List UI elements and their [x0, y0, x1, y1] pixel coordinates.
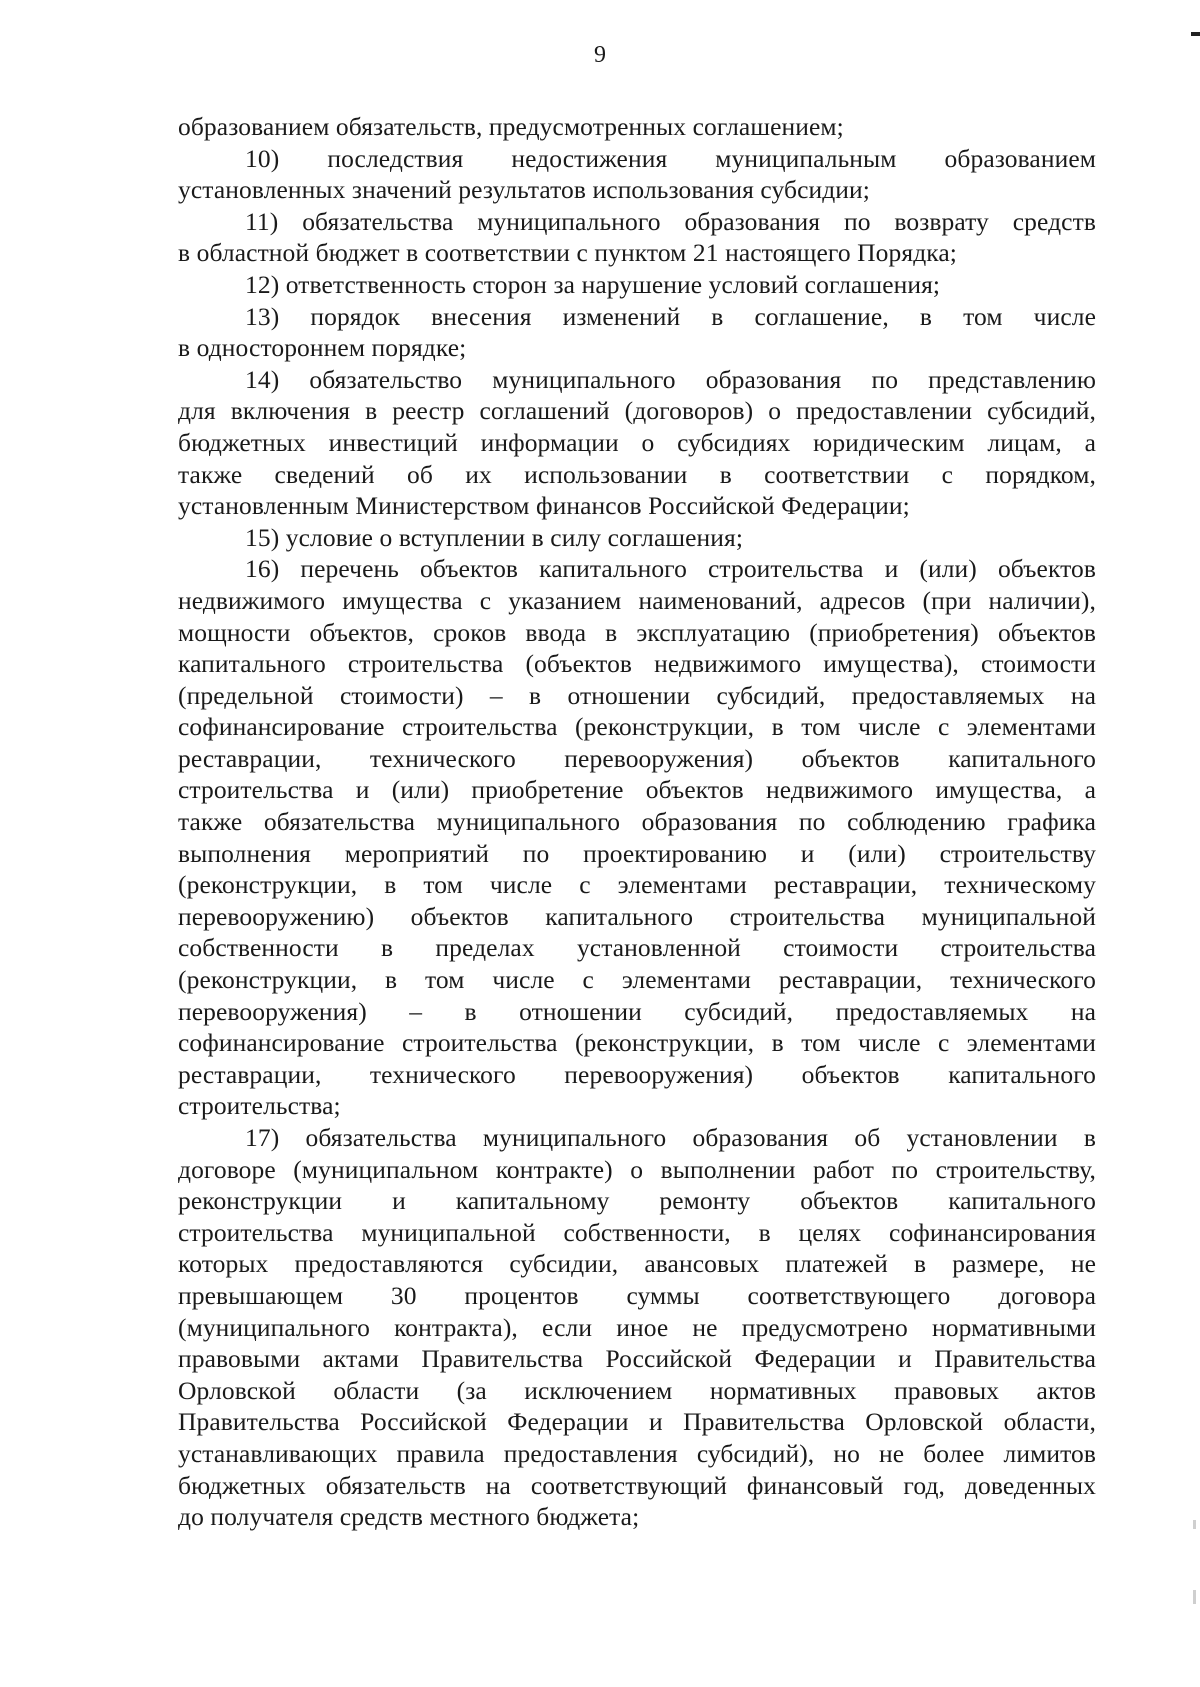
- text-line: собственности в пределах установленной стоимости строительства: [178, 933, 1096, 963]
- text-line: 11) обязательства муниципального образования по возврату средств: [245, 206, 1096, 236]
- page-number: 9: [594, 42, 606, 68]
- text-line: правовыми актами Правительства Российской Федерации и Правительства: [178, 1344, 1096, 1374]
- text-line: мощности объектов, сроков ввода в эксплуатацию (приобретения) объектов: [178, 617, 1096, 647]
- text-line: до получателя средств местного бюджета;: [178, 1502, 640, 1532]
- text-line: в областной бюджет в соответствии с пунктом 21 настоящего Порядка;: [178, 238, 957, 268]
- text-line: строительства и (или) приобретение объектов недвижимого имущества, а: [178, 775, 1096, 805]
- text-line: перевооружению) объектов капитального строительства муниципальной: [178, 901, 1096, 931]
- text-line: превышающем 30 процентов суммы соответствующего договора: [178, 1280, 1096, 1310]
- text-line: 16) перечень объектов капитального строительства и (или) объектов: [245, 554, 1096, 584]
- scan-edge-speck: [1193, 1520, 1196, 1529]
- text-line: 13) порядок внесения изменений в соглашение, в том числе: [245, 301, 1096, 331]
- text-line: перевооружения) – в отношении субсидий, предоставляемых на: [178, 996, 1096, 1026]
- text-line: установленным Министерством финансов Российской Федерации;: [178, 491, 910, 521]
- text-line: также обязательства муниципального образования по соблюдению графика: [178, 807, 1096, 837]
- text-line: строительства;: [178, 1091, 341, 1121]
- text-line: которых предоставляются субсидии, авансовых платежей в размере, не: [178, 1249, 1096, 1279]
- text-line: 12) ответственность сторон за нарушение условий соглашения;: [245, 269, 941, 299]
- scan-edge-speck: [1193, 1590, 1196, 1604]
- text-line: в одностороннем порядке;: [178, 333, 467, 363]
- text-line: выполнения мероприятий по проектированию и (или) строительству: [178, 838, 1096, 868]
- text-line: бюджетных инвестиций информации о субсидиях юридическим лицам, а: [178, 427, 1096, 457]
- text-line: (реконструкции, в том числе с элементами реставрации, технического: [178, 965, 1096, 995]
- text-line: договоре (муниципальном контракте) о выполнении работ по строительству,: [178, 1154, 1096, 1184]
- text-line: реставрации, технического перевооружения) объектов капитального: [178, 1059, 1096, 1089]
- text-line: софинансирование строительства (реконструкции, в том числе с элементами: [178, 1028, 1096, 1058]
- text-line: также сведений об их использовании в соответствии с порядком,: [178, 459, 1096, 489]
- text-line: строительства муниципальной собственности, в целях софинансирования: [178, 1217, 1096, 1247]
- text-line: софинансирование строительства (реконструкции, в том числе с элементами: [178, 712, 1096, 742]
- text-line: (муниципального контракта), если иное не предусмотрено нормативными: [178, 1312, 1096, 1342]
- text-line: (предельной стоимости) – в отношении субсидий, предоставляемых на: [178, 680, 1096, 710]
- text-line: Правительства Российской Федерации и Правительства Орловской области,: [178, 1407, 1096, 1437]
- text-line: установленных значений результатов использования субсидии;: [178, 175, 870, 205]
- text-line: 14) обязательство муниципального образования по представлению: [245, 364, 1096, 394]
- text-line: 15) условие о вступлении в силу соглашения;: [245, 522, 744, 552]
- text-line: капитального строительства (объектов недвижимого имущества), стоимости: [178, 649, 1096, 679]
- text-line: 10) последствия недостижения муниципальным образованием: [245, 143, 1096, 173]
- text-line: (реконструкции, в том числе с элементами реставрации, техническому: [178, 870, 1096, 900]
- scan-corner-mark: [1191, 32, 1200, 36]
- text-line: реставрации, технического перевооружения) объектов капитального: [178, 743, 1096, 773]
- text-line: образованием обязательств, предусмотренных соглашением;: [178, 112, 844, 141]
- text-line: реконструкции и капитальному ремонту объектов капитального: [178, 1186, 1096, 1216]
- text-line: бюджетных обязательств на соответствующий финансовый год, доведенных: [178, 1470, 1096, 1500]
- text-line: устанавливающих правила предоставления субсидий), но не более лимитов: [178, 1438, 1096, 1468]
- text-line: 17) обязательства муниципального образования об установлении в: [245, 1123, 1096, 1152]
- document-body: [178, 111, 1096, 1533]
- text-line: недвижимого имущества с указанием наименований, адресов (при наличии),: [178, 585, 1096, 615]
- text-line: для включения в реестр соглашений (договоров) о предоставлении субсидий,: [178, 396, 1096, 426]
- text-line: Орловской области (за исключением нормативных правовых актов: [178, 1375, 1096, 1405]
